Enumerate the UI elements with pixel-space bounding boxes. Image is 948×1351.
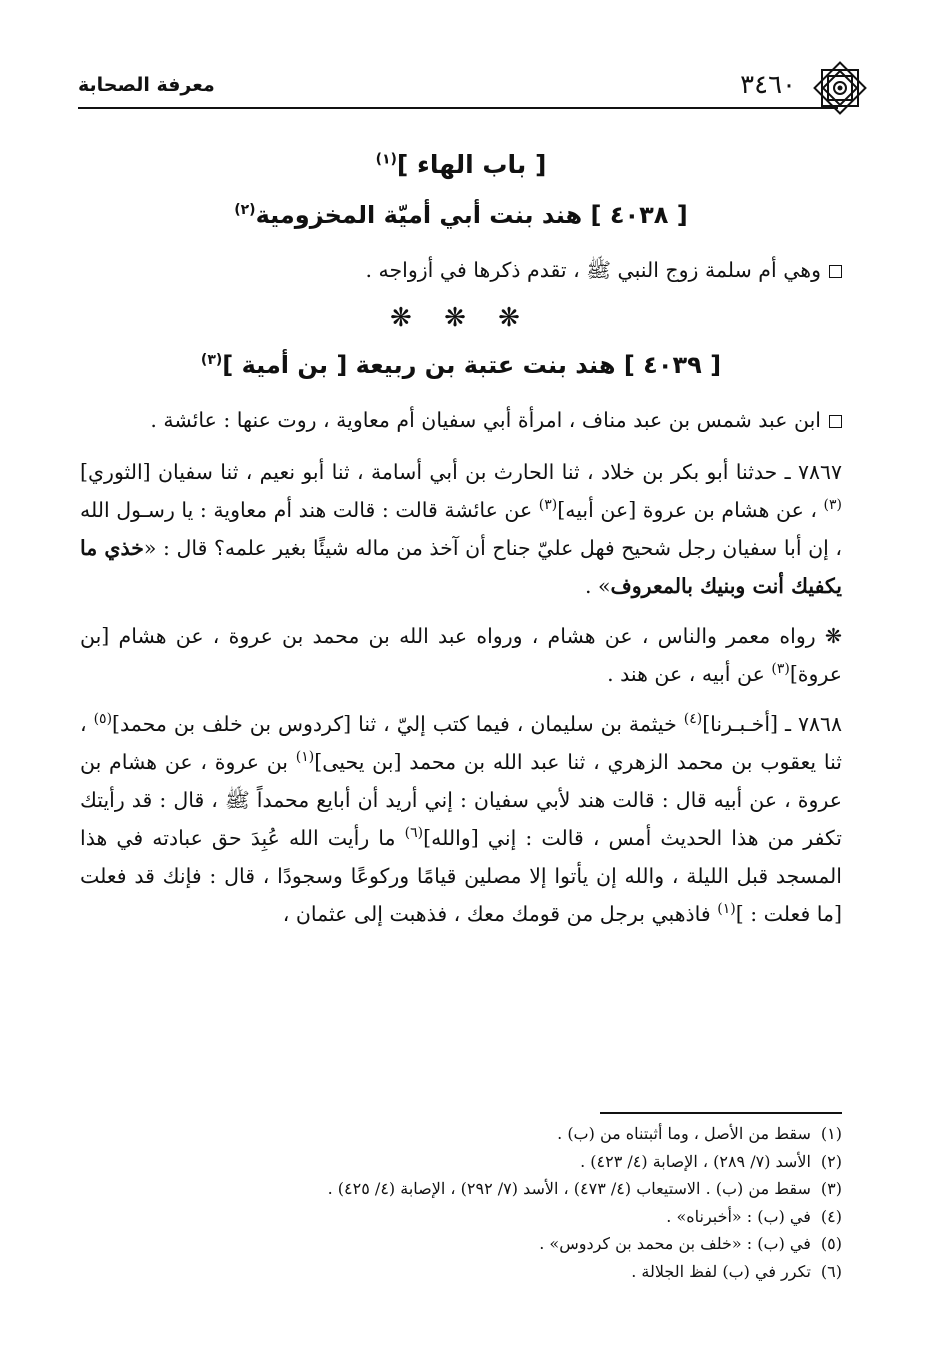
entry-title-text: [ ٤٠٣٩ ] هند بنت عتبة بن ربيعة [ بن أمية ] (222, 351, 722, 379)
hadith-text: ٧٨٦٨ ـ [أخـبـرنا] (702, 712, 842, 736)
footnote-rule (600, 1112, 842, 1114)
footnote-number: (٦) (820, 1261, 842, 1281)
hadith-text: ما رأيت الله عُبِدَ حق عبادته في هذا المسجد قبل الليلة ، والله إن يأتوا إلا مصلين قيامًا وركوعًا وسجودًا ، قال : فإنك قد فعلت [ما فعلت : ] (80, 826, 842, 926)
hadith-text: » . (584, 574, 611, 598)
footnote-ref[interactable]: (٣) (538, 497, 558, 514)
footnote-item (102, 1120, 842, 1148)
hadith-7868 (80, 705, 842, 933)
footnote-text: في (ب) : «خلف بن محمد بن كردوس» . (539, 1234, 811, 1253)
footnote-item (102, 1175, 842, 1203)
footnote-text: سقط من (ب) . الاستيعاب (٤/ ٤٧٣) ، الأسد (٧/ ٢٩٢) ، الإصابة (٤/ ٤٢٥) . (327, 1179, 811, 1198)
chapter-title: [ باب الهاء ] (396, 150, 547, 179)
hadith-text: ، ثنا يعقوب بن محمد الزهري ، ثنا عبد الله بن محمد [بن يحيى] (80, 712, 842, 774)
running-title: معرفة الصحابة (78, 74, 215, 96)
intro-text: وهي أم سلمة زوج النبي ﷺ ، تقدم ذكرها في أزواجه . (365, 258, 821, 282)
footnote-ref[interactable]: (٢) (234, 202, 256, 218)
footnote-number: (٣) (820, 1179, 842, 1198)
footnote-number: (٥) (820, 1234, 842, 1253)
hadith-text: خيثمة بن سليمان ، فيما كتب إليّ ، ثنا [كردوس بن خلف بن محمد] (112, 712, 684, 736)
footnote-text: سقط من الأصل ، وما أثبتناه من (ب) . (557, 1124, 811, 1143)
entry-4038-title (80, 201, 842, 229)
footnote-item (102, 1230, 842, 1258)
note-text: عن أبيه ، عن هند . (607, 662, 772, 686)
hadith-text: فاذهبي برجل من قومك معك ، فذهبت إلى عثمان ، (282, 902, 718, 926)
footnote-number: (٢) (820, 1151, 842, 1171)
hadith-text: بن عروة ، عن هشام بن عروة ، عن أبيه قال : قالت هند لأبي سفيان : إني أريد أن أبايع محمداً ﷺ ، قال : قد رأيتك تكفر من هذا الحديث أمس ، قالت : إني [والله] (80, 750, 842, 850)
footnote-item (102, 1203, 842, 1231)
footnote-number: (١) (820, 1124, 842, 1143)
section-separator: ❋ ❋ ❋ (390, 303, 532, 333)
entry-4039-title (80, 351, 842, 379)
hadith-text: ، عن هشام بن عروة [عن أبيه] (557, 498, 824, 522)
square-bullet-icon (829, 415, 842, 428)
square-bullet-icon (829, 265, 842, 278)
entry-4039-intro (80, 401, 842, 439)
hadith-7867 (80, 453, 842, 605)
footnotes (102, 1120, 842, 1285)
narration-note (80, 617, 842, 693)
footnote-item (102, 1258, 842, 1286)
entry-title-text: [ ٤٠٣٨ ] هند بنت أبي أميّة المخزومية (255, 201, 688, 229)
footnote-ref[interactable]: (٣) (823, 497, 843, 514)
footnote-ref[interactable]: (٥) (93, 711, 113, 728)
hadith-text: عن عائشة قالت : قالت هند أم معاوية : يا رسـول الله ، إن أبا سفيان رجل شحيح فهل عليّ جناح أن آخذ من ماله شيئًا بغير علمه؟ قال : « (80, 498, 843, 560)
footnote-text: في (ب) : «أخبرناه» . (666, 1206, 811, 1226)
footnote-ref[interactable]: (١) (375, 151, 397, 168)
intro-text: ابن عبد شمس بن عبد مناف ، امرأة أبي سفيان أم معاوية ، روت عنها : عائشة . (150, 408, 821, 432)
hadith-text: ٧٨٦٧ ـ حدثنا أبو بكر بن خلاد ، ثنا الحارث بن أبي أسامة ، ثنا أبو نعيم ، ثنا سفيان [الثوري] (80, 460, 842, 484)
footnote-ref[interactable]: (١) (295, 749, 315, 766)
chapter-heading (80, 150, 842, 179)
page-number: ٣٤٦٠ (740, 70, 796, 100)
footnote-item (102, 1148, 842, 1176)
footnote-ref[interactable]: (٣) (771, 661, 790, 678)
footnote-ref[interactable]: (٦) (404, 825, 424, 842)
main-content (80, 150, 842, 945)
prophetic-quote: خذي ما يكفيك أنت وبنيك بالمعروف (80, 536, 842, 598)
page-header (78, 68, 868, 118)
footnote-number: (٤) (820, 1206, 842, 1226)
footnote-ref[interactable]: (٤) (683, 711, 703, 728)
footnote-text: تكرر في (ب) لفظ الجلالة . (631, 1261, 811, 1281)
header-rule (78, 107, 838, 109)
footnote-text: الأسد (٧/ ٢٨٩) ، الإصابة (٤/ ٤٢٣) . (580, 1151, 811, 1171)
note-text: ❋ رواه معمر والناس ، عن هشام ، ورواه عبد الله بن محمد بن عروة ، عن هشام [بن عروة] (80, 624, 842, 686)
footnote-ref[interactable]: (٣) (200, 352, 223, 368)
footnote-ref[interactable]: (١) (717, 901, 736, 918)
entry-4038-intro (80, 251, 842, 289)
